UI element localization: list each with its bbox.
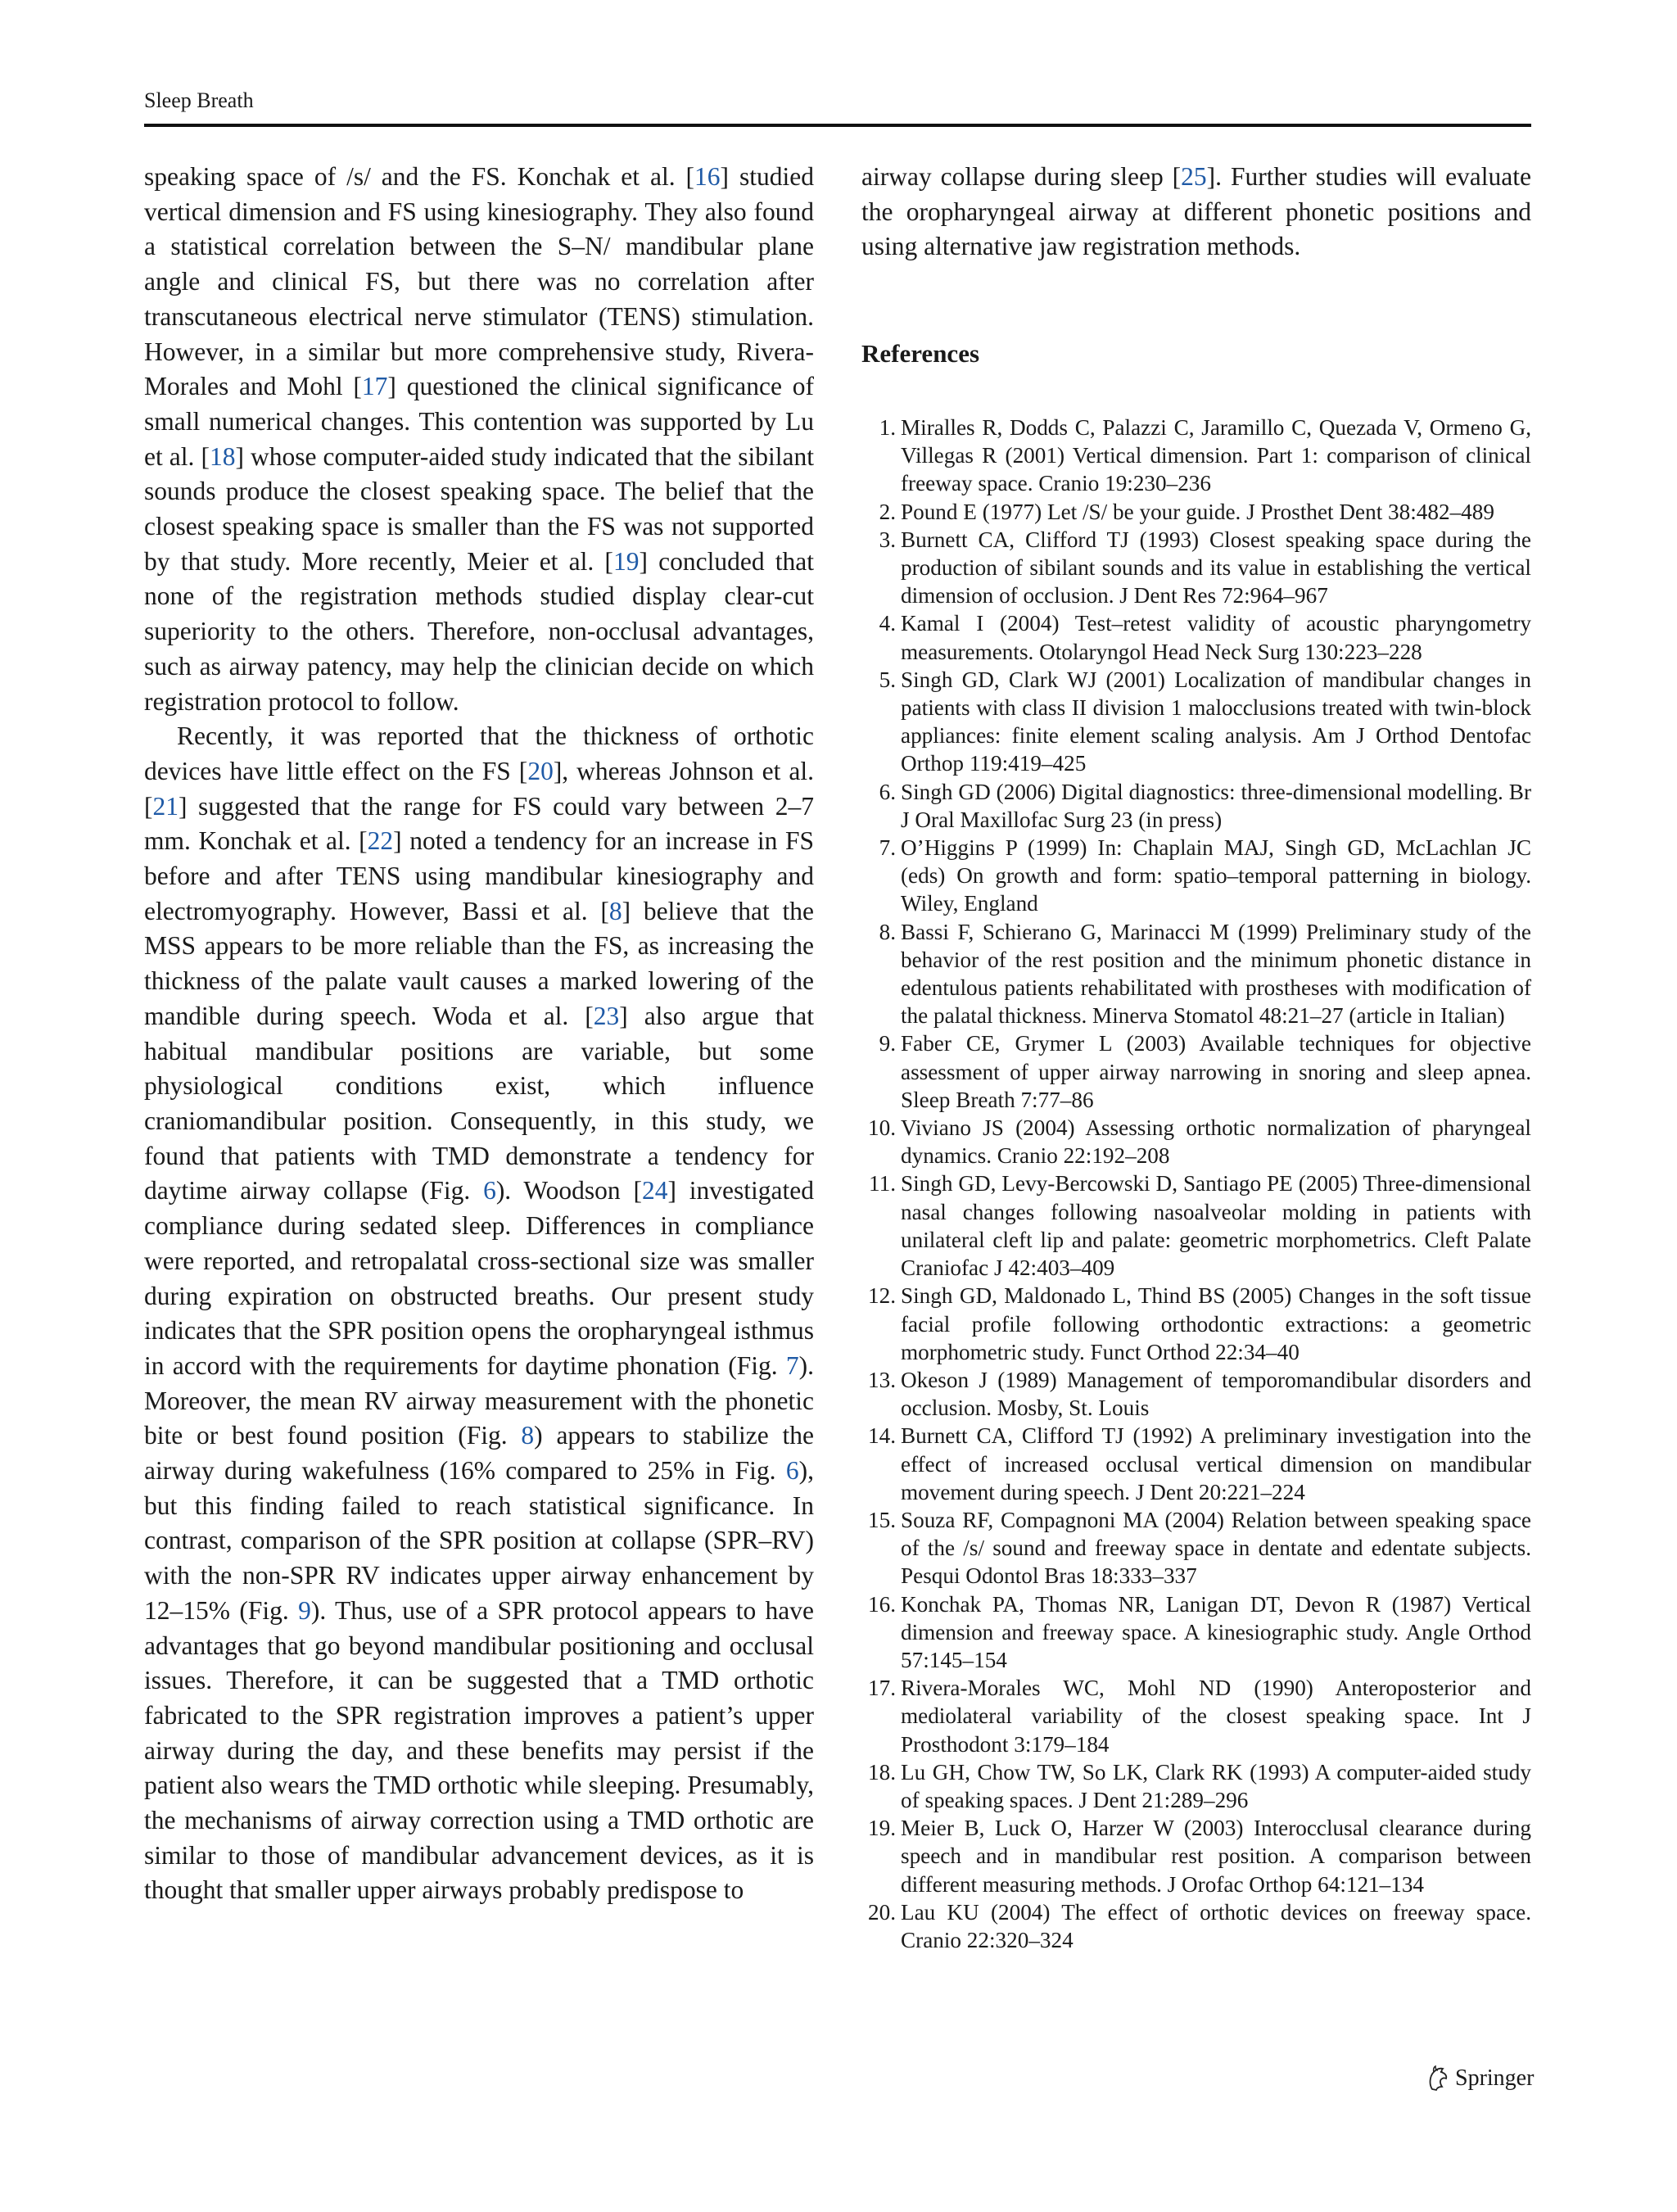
references-heading: References [861,339,980,368]
reference-number: 11. [869,1171,896,1196]
reference-text: Burnett CA, Clifford TJ (1993) Closest speaking space during the production of sibilant sounds and its value in establishing the vertical dimension of occlusion. J Dent Res 72:964–967 [901,527,1531,608]
publisher-name: Springer [1455,2065,1535,2091]
reference-number: 12. [868,1283,896,1309]
figure-link[interactable]: 8 [521,1421,535,1450]
citation-link[interactable]: 18 [209,441,236,471]
reference-text: O’Higgins P (1999) In: Chaplain MAJ, Singh GD, McLachlan JC (eds) On growth and form: spatio–temporal patterning in biology. Wiley, England [901,835,1531,916]
springer-horse-icon [1426,2065,1450,2092]
header-rule [144,124,1531,127]
citation-link[interactable]: 17 [361,372,388,401]
citation-link[interactable]: 8 [608,896,622,925]
reference-item [861,1282,1531,1366]
reference-text: Pound E (1977) Let /S/ be your guide. J Prosthet Dent 38:482–489 [901,499,1494,524]
reference-text: Burnett CA, Clifford TJ (1992) A preliminary investigation into the effect of increased occlusal vertical dimension on mandibular movement during speech. J Dent 20:221–224 [901,1423,1531,1504]
left-column [144,160,814,1908]
reference-number: 19. [868,1816,896,1841]
running-head: Sleep Breath [144,88,254,112]
citation-link[interactable]: 24 [641,1176,668,1206]
reference-number: 16. [868,1591,896,1617]
reference-number: 6. [879,779,896,804]
figure-link[interactable]: 6 [785,1456,799,1486]
reference-item [861,1169,1531,1282]
reference-text: Singh GD, Maldonado L, Thind BS (2005) Changes in the soft tissue facial profile following orthodontic extractions: a geometric morphometric study. Funct Orthod 22:34–40 [901,1283,1531,1364]
reference-text: Konchak PA, Thomas NR, Lanigan DT, Devon R (1987) Vertical dimension and freeway space. A kinesiographic study. Angle Orthod 57:145–154 [901,1591,1531,1672]
reference-number: 17. [868,1676,896,1701]
reference-text: Okeson J (1989) Management of temporomandibular disorders and occlusion. Mosby, St. Louis [901,1367,1531,1421]
citation-link[interactable]: 16 [694,162,721,191]
reference-number: 20. [868,1899,896,1925]
reference-number: 1. [879,415,896,440]
reference-item [861,1590,1531,1675]
reference-item [861,526,1531,610]
reference-item [861,1758,1531,1814]
reference-text: Souza RF, Compagnoni MA (2004) Relation between speaking space of the /s/ sound and freeway space in dentate and edentate subjects. Pesqui Odontol Bras 18:333–337 [901,1507,1531,1589]
right-column [861,160,1531,265]
body-paragraph: airway collapse during sleep [25]. Further studies will evaluate the oropharyngeal airway at different phonetic positions and using alternative jaw registration methods. [861,162,1531,261]
reference-item [861,414,1531,498]
reference-text: Faber CE, Grymer L (2003) Available techniques for objective assessment of upper airway narrowing in snoring and sleep apnea. Sleep Breath 7:77–86 [901,1031,1531,1112]
reference-text: Singh GD, Levy-Bercowski D, Santiago PE (2005) Three-dimensional nasal changes following nasoalveolar molding in patients with unilateral cleft lip and palate: geometric morphometrics. Cleft Palate Craniofac J 42:403–409 [901,1171,1531,1281]
citation-link[interactable]: 25 [1181,162,1207,191]
reference-item [861,778,1531,834]
reference-number: 13. [868,1367,896,1392]
reference-item [861,1814,1531,1898]
reference-text: Rivera-Morales WC, Mohl ND (1990) Anteroposterior and mediolateral variability of the closest speaking space. Int J Prosthodont 3:179–184 [901,1676,1531,1757]
reference-text: Singh GD, Clark WJ (2001) Localization of mandibular changes in patients with class II division 1 malocclusions treated with twin-block appliances: finite element scaling analysis. Am J Orthod Dentofac Orthop 119:419–425 [901,667,1531,776]
reference-number: 18. [868,1759,896,1785]
citation-link[interactable]: 19 [612,546,640,576]
reference-number: 9. [879,1031,896,1056]
figure-link[interactable]: 6 [483,1176,496,1206]
reference-item [861,609,1531,665]
reference-number: 10. [868,1115,896,1141]
reference-number: 8. [879,919,896,944]
reference-number: 15. [868,1507,896,1532]
citation-link[interactable]: 20 [527,756,554,785]
reference-item [861,1029,1531,1114]
reference-item [861,918,1531,1030]
reference-text: Kamal I (2004) Test–retest validity of acoustic pharyngometry measurements. Otolaryngol Head Neck Surg 130:223–228 [901,611,1531,664]
reference-text: Viviano JS (2004) Assessing orthotic normalization of pharyngeal dynamics. Cranio 22:192–208 [901,1115,1531,1169]
reference-number: 2. [879,499,896,524]
reference-text: Bassi F, Schierano G, Marinacci M (1999) Preliminary study of the behavior of the rest position and the minimum phonetic distance in edentulous patients rehabilitated with prostheses with modification of the palatal thickness. Minerva Stomatol 48:21–27 (article in Italian) [901,919,1531,1029]
reference-item [861,498,1531,526]
reference-number: 7. [879,835,896,861]
reference-text: Meier B, Luck O, Harzer W (2003) Interocclusal clearance during speech and in mandibular rest position. A comparison between different measuring methods. J Orofac Orthop 64:121–134 [901,1816,1531,1897]
reference-item [861,1366,1531,1422]
figure-link[interactable]: 9 [298,1595,311,1625]
reference-item [861,1674,1531,1758]
reference-text: Lau KU (2004) The effect of orthotic devices on freeway space. Cranio 22:320–324 [901,1899,1531,1952]
citation-link[interactable]: 23 [593,1001,620,1030]
citation-link[interactable]: 22 [367,826,394,856]
reference-number: 4. [879,611,896,636]
reference-number: 14. [868,1423,896,1449]
reference-item [861,1898,1531,1954]
body-paragraph: speaking space of /s/ and the FS. Konchak et al. [16] studied vertical dimension and FS using kinesiography. They also found a statistical correlation between the S–N/ mandibular plane angle and clinical FS, but there was no correlation after transcutaneous electrical nerve stimulator (TENS) stimulation. However, in a similar but more comprehensive study, Rivera-Morales and Mohl [17] questioned the clinical significance of small numerical changes. This contention was supported by Lu et al. [18] whose computer-aided study indicated that the sibilant sounds produce the closest speaking space. The belief that the closest speaking space is smaller than the FS was not supported by that study. More recently, Meier et al. [19] concluded that none of the registration methods studied display clear-cut superiority to the others. Therefore, non-occlusal advantages, such as airway patency, may help the clinician decide on which registration protocol to follow. [144,162,814,716]
reference-list [861,414,1531,1954]
reference-number: 5. [879,667,896,692]
reference-text: Lu GH, Chow TW, So LK, Clark RK (1993) A computer-aided study of speaking spaces. J Dent 21:289–296 [901,1759,1531,1812]
reference-text: Miralles R, Dodds C, Palazzi C, Jaramillo C, Quezada V, Ormeno G, Villegas R (2001) Vertical dimension. Part 1: comparison of clinical freeway space. Cranio 19:230–236 [901,415,1531,496]
body-paragraph: Recently, it was reported that the thickness of orthotic devices have little effect on the FS [20], whereas Johnson et al. [21] suggested that the range for FS could vary between 2–7 mm. Konchak et al. [22] noted a tendency for an increase in FS before and after TENS using mandibular kinesiography and electromyography. However, Bassi et al. [8] believe that the MSS appears to be more reliable than the FS, as increasing the thickness of the palate vault causes a marked lowering of the mandible during speech. Woda et al. [23] also argue that habitual mandibular positions are variable, but some physiological conditions exist, which influence craniomandibular position. Consequently, in this study, we found that patients with TMD demonstrate a tendency for daytime airway collapse (Fig. 6). Woodson [24] investigated compliance during sedated sleep. Differences in compliance were reported, and retropalatal cross-sectional size was smaller during expiration on obstructed breaths. Our present study indicates that the SPR position opens the oropharyngeal isthmus in accord with the requirements for daytime phonation (Fig. 7). Moreover, the mean RV airway measurement with the phonetic bite or best found position (Fig. 8) appears to stabilize the airway during wakefulness (16% compared to 25% in Fig. 6), but this finding failed to reach statistical significance. In contrast, comparison of the SPR position at collapse (SPR–RV) with the non-SPR RV indicates upper airway enhancement by 12–15% (Fig. 9). Thus, use of a SPR protocol appears to have advantages that go beyond mandibular positioning and occlusal issues. Therefore, it can be suggested that a TMD orthotic fabricated to the SPR registration improves a patient’s upper airway during the day, and these benefits may persist if the patient also wears the TMD orthotic while sleeping. Presumably, the mechanisms of airway correction using a TMD orthotic are similar to those of mandibular advancement devices, as it is thought that smaller upper airways probably predispose to [144,722,815,1905]
reference-number: 3. [879,527,896,552]
reference-item [861,1506,1531,1590]
citation-link[interactable]: 21 [152,791,179,821]
reference-text: Singh GD (2006) Digital diagnostics: three-dimensional modelling. Br J Oral Maxillofac Surg 23 (in press) [901,779,1531,832]
reference-item [861,834,1531,918]
reference-item [861,1422,1531,1506]
reference-item [861,666,1531,778]
reference-item [861,1114,1531,1169]
publisher-logo [1426,2065,1534,2092]
figure-link[interactable]: 7 [785,1350,799,1380]
